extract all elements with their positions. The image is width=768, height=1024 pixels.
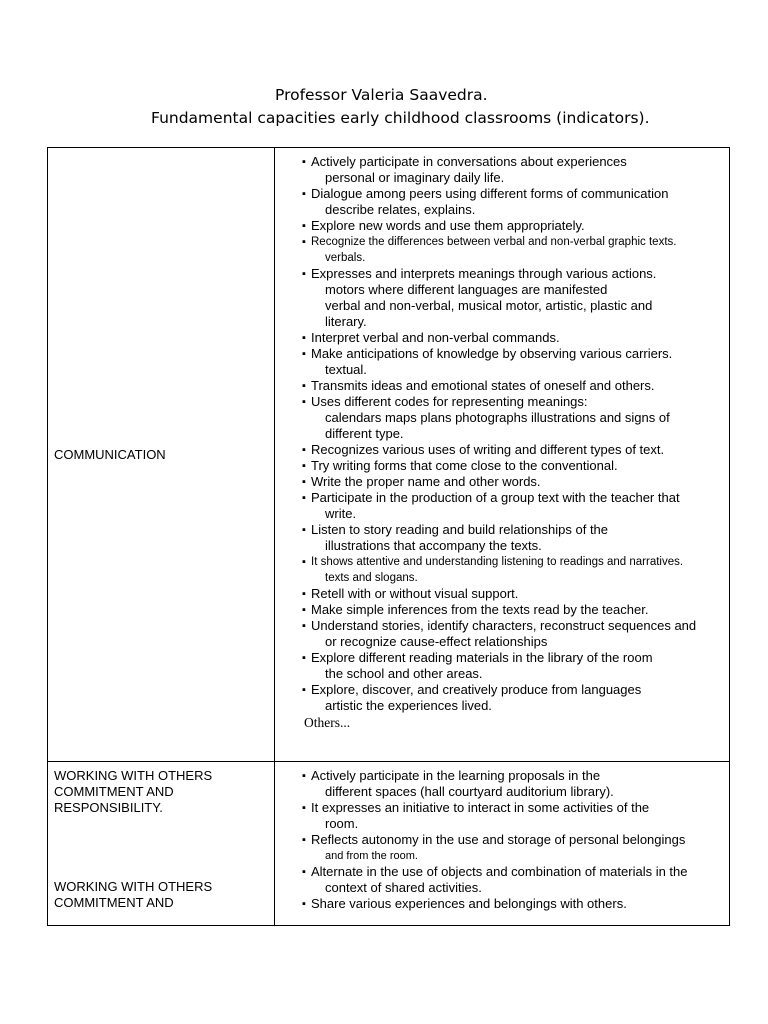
- indicator-item: [302, 474, 721, 490]
- indicator-text: Dialogue among peers using different forms of communication: [311, 186, 669, 201]
- table-row-communication: [48, 148, 730, 762]
- indicator-item: [302, 768, 721, 800]
- indicator-text: Explore, discover, and creatively produce from languages: [311, 682, 642, 697]
- indicator-continuation: illustrations that accompany the texts.: [325, 538, 542, 553]
- indicator-text: Participate in the production of a group text with the teacher that: [311, 490, 680, 505]
- indicator-text: Recognize the differences between verbal and non-verbal graphic texts.: [311, 236, 677, 248]
- indicator-item: [302, 618, 721, 650]
- indicator-list-communication: [275, 148, 729, 714]
- indicator-text: Listen to story reading and build relationships of the: [311, 522, 609, 537]
- indicator-text: Make anticipations of knowledge by observing various carriers.: [311, 346, 673, 361]
- indicator-item: [302, 378, 721, 394]
- indicator-continuation: write.: [325, 506, 357, 521]
- capacity-label-text: WORKING WITH OTHERS COMMITMENT AND RESPONSIBILITY.: [54, 768, 213, 815]
- indicator-continuation: texts and slogans.: [325, 572, 418, 584]
- indicator-item: [302, 602, 721, 618]
- indicator-item: [302, 186, 721, 218]
- indicator-text: Make simple inferences from the texts read by the teacher.: [311, 602, 649, 617]
- indicator-text: Alternate in the use of objects and combination of materials in the: [311, 864, 688, 879]
- indicator-text: Expresses and interprets meanings through various actions.: [311, 266, 657, 281]
- indicator-continuation: motors where different languages are manifested: [325, 282, 608, 297]
- indicator-text: It expresses an initiative to interact in some activities of the: [311, 800, 650, 815]
- indicator-item: [302, 442, 721, 458]
- indicator-item: [302, 458, 721, 474]
- indicator-item: [302, 490, 721, 522]
- indicator-continuation: or recognize cause-effect relationships: [325, 634, 548, 649]
- indicator-text: Understand stories, identify characters, reconstruct sequences and: [311, 618, 697, 633]
- document-title: Fundamental capacities early childhood classrooms (indicators).: [151, 109, 650, 127]
- indicators-table: [47, 147, 730, 926]
- indicator-text: Share various experiences and belongings with others.: [311, 896, 627, 911]
- indicator-continuation: textual.: [325, 362, 367, 377]
- capacity-label-communication: COMMUNICATION: [48, 148, 275, 762]
- indicator-text: Uses different codes for representing meanings:: [311, 394, 588, 409]
- table-row-working-with-others: [48, 762, 730, 926]
- indicator-text: Actively participate in the learning proposals in the: [311, 768, 601, 783]
- indicator-item: [302, 554, 721, 586]
- indicator-continuation: and from the room.: [325, 850, 418, 862]
- indicator-text: It shows attentive and understanding listening to readings and narratives.: [311, 556, 684, 568]
- indicator-cell-communication: [275, 148, 730, 762]
- indicator-text: Transmits ideas and emotional states of oneself and others.: [311, 378, 655, 393]
- indicator-continuation: artistic the experiences lived.: [325, 698, 492, 713]
- indicator-text: Retell with or without visual support.: [311, 586, 519, 601]
- indicator-continuation: literary.: [325, 314, 367, 329]
- indicator-text: Interpret verbal and non-verbal commands.: [311, 330, 560, 345]
- indicator-item: [302, 864, 721, 896]
- indicator-item: [302, 586, 721, 602]
- indicator-text: Explore new words and use them appropriately.: [311, 218, 585, 233]
- indicator-item: [302, 896, 721, 912]
- indicator-item: [302, 234, 721, 266]
- indicator-continuation: describe relates, explains.: [325, 202, 476, 217]
- indicator-item: [302, 266, 721, 330]
- indicator-text: Write the proper name and other words.: [311, 474, 541, 489]
- indicator-continuation: calendars maps plans photographs illustrations and signs of: [325, 410, 670, 425]
- indicator-item: [302, 218, 721, 234]
- indicator-continuation: personal or imaginary daily life.: [325, 170, 505, 185]
- indicator-text: Explore different reading materials in the library of the room: [311, 650, 653, 665]
- indicator-item: [302, 330, 721, 346]
- indicator-continuation: the school and other areas.: [325, 666, 483, 681]
- indicator-item: [302, 522, 721, 554]
- indicator-text: Reflects autonomy in the use and storage of personal belongings: [311, 832, 686, 847]
- capacity-label-working-with-others: [48, 762, 275, 926]
- indicator-text: Actively participate in conversations about experiences: [311, 154, 627, 169]
- capacity-label-text-repeat: WORKING WITH OTHERS COMMITMENT AND: [54, 879, 213, 910]
- indicator-item: [302, 346, 721, 378]
- indicator-item: [302, 832, 721, 864]
- indicator-continuation: context of shared activities.: [325, 880, 482, 895]
- indicator-list-working-with-others: [275, 762, 729, 912]
- indicator-text: Recognizes various uses of writing and different types of text.: [311, 442, 665, 457]
- indicator-item: [302, 800, 721, 832]
- indicator-text: Try writing forms that come close to the conventional.: [311, 458, 618, 473]
- indicator-continuation: different spaces (hall courtyard auditorium library).: [325, 784, 614, 799]
- indicator-item: [302, 682, 721, 714]
- indicator-item: [302, 154, 721, 186]
- author-line: Professor Valeria Saavedra.: [275, 86, 488, 104]
- indicator-continuation: verbals.: [325, 252, 366, 264]
- indicator-cell-working-with-others: [275, 762, 730, 926]
- indicator-item: [302, 650, 721, 682]
- others-note: Others...: [304, 715, 351, 730]
- indicator-continuation: different type.: [325, 426, 404, 441]
- indicator-item: [302, 394, 721, 442]
- indicator-continuation: verbal and non-verbal, musical motor, artistic, plastic and: [325, 298, 653, 313]
- indicator-continuation: room.: [325, 816, 359, 831]
